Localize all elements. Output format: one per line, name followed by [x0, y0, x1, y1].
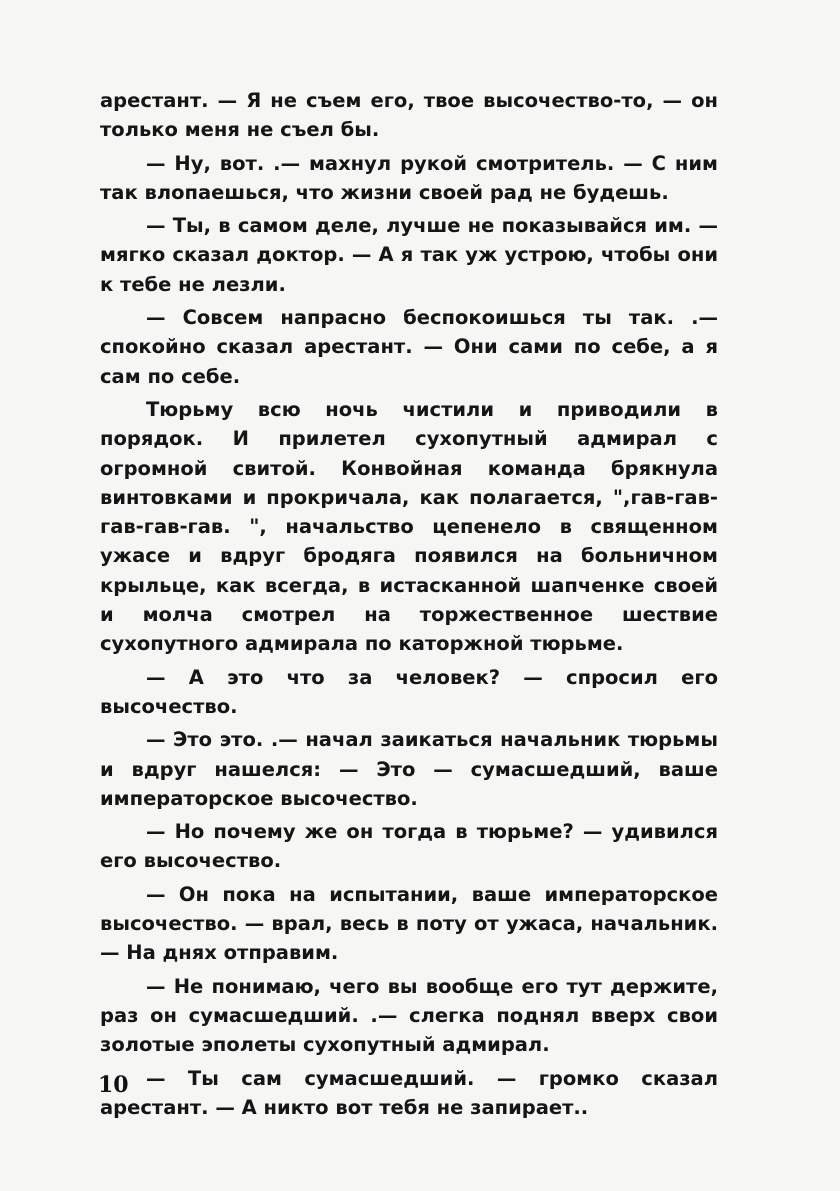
paragraph: арестант. — Я не съем его, твое высочество-то, — он только меня не съел бы. [100, 89, 718, 142]
paragraph: — Не понимаю, чего вы вообще его тут держите, раз он сумасшедший. .— слегка поднял вверх свои золотые эполеты сухопутный адмирал. [100, 974, 718, 1057]
paragraph: — Ты, в самом деле, лучше не показывайся им. — мягко сказал доктор. — А я так уж устрою, чтобы они к тебе не лезли. [100, 214, 718, 296]
paragraph: — Ты сам сумасшедший. — громко сказал арестант. — А никто вот тебя не запирает.. [100, 1066, 718, 1119]
page-number: 10 [98, 1072, 129, 1098]
paragraph: — А это что за человек? — спросил его высочество. [100, 665, 718, 718]
paragraph: Тюрьму всю ночь чистили и приводили в порядок. И прилетел сухопутный адмирал с огромной свитой. Конвойная команда брякнула винтовками и прокричала, как полагается, ",гав-гав-гав-гав-гав. ", начальство цепенело в священном ужасе и вдруг бродяга появился на больничном крыльце, как всегда, в истасканной шапченке своей и молча смотрел на торжественное шествие сухопутного адмирала по каторжной тюрьме. [100, 397, 718, 656]
paragraph: — Он пока на испытании, ваше императорское высочество. — врал, весь в поту от ужаса, начальник. — На днях отправим. [100, 882, 718, 965]
paragraph: — Совсем напрасно беспокоишься ты так. .— спокойно сказал арестант. — Они сами по себе, а я сам по себе. [100, 306, 718, 388]
body-text [100, 86, 718, 1126]
paragraph: — Это это. .— начал заикаться начальник тюрьмы и вдруг нашелся: — Это — сумасшедший, ваше императорское высочество. [100, 728, 718, 810]
paragraph: — Но почему же он тогда в тюрьме? — удивился его высочество. [100, 820, 718, 873]
paragraph: — Ну, вот. .— махнул рукой смотритель. — С ним так влопаешься, что жизни своей рад не будешь. [100, 151, 718, 204]
